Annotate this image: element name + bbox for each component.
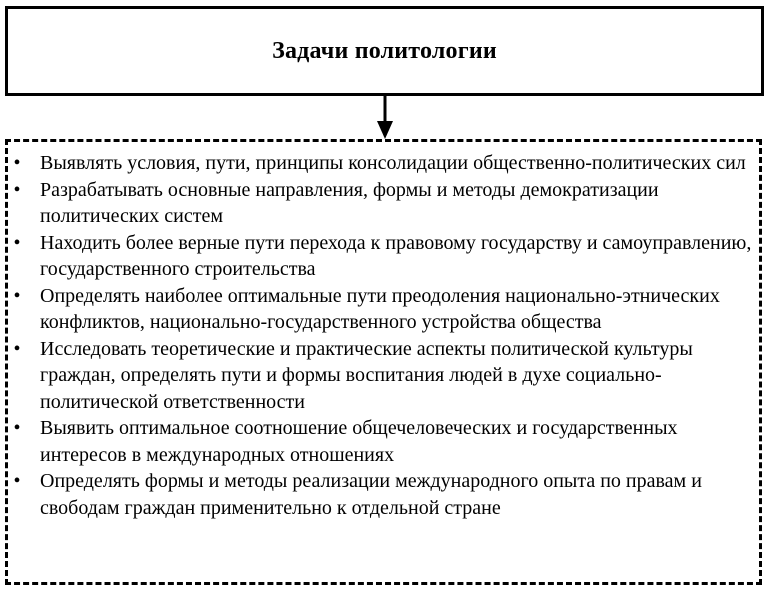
tasks-box xyxy=(5,139,762,585)
bullet-icon: • xyxy=(13,337,21,360)
task-text: Определять формы и методы реализации международного опыта по правам и свободам граждан применительно к отдельной стране xyxy=(40,470,702,519)
bullet-icon: • xyxy=(13,284,21,307)
task-item xyxy=(8,468,759,521)
bullet-icon: • xyxy=(13,152,21,174)
task-text: Выявить оптимальное соотношение общечеловеческих и государственных интересов в международных отношениях xyxy=(40,417,678,466)
task-list xyxy=(8,142,759,521)
bullet-icon: • xyxy=(13,231,21,254)
bullet-icon: • xyxy=(13,178,21,201)
down-arrow-icon xyxy=(374,95,396,141)
task-item xyxy=(8,283,759,336)
title-box xyxy=(5,6,764,96)
bullet-icon: • xyxy=(13,417,21,439)
task-item xyxy=(8,230,759,283)
task-text: Выявлять условия, пути, принципы консолидации общественно-политических сил xyxy=(40,152,746,174)
task-item xyxy=(8,336,759,416)
task-text: Определять наиболее оптимальные пути преодоления национально-этнических конфликтов, национально-государственного устройства общества xyxy=(40,284,720,333)
bullet-icon: • xyxy=(13,470,21,492)
task-text: Исследовать теоретические и практические аспекты политической культуры граждан, определять пути и формы воспитания людей в духе социально-политической ответственности xyxy=(40,337,693,413)
task-text: Находить более верные пути перехода к правовому государству и самоуправлению, государственного строительства xyxy=(40,231,752,280)
task-item xyxy=(8,415,759,468)
diagram-title: Задачи политологии xyxy=(272,37,497,64)
task-item xyxy=(8,150,759,177)
task-text: Разрабатывать основные направления, формы и методы демократизации политических систем xyxy=(40,178,659,227)
task-item xyxy=(8,177,759,230)
